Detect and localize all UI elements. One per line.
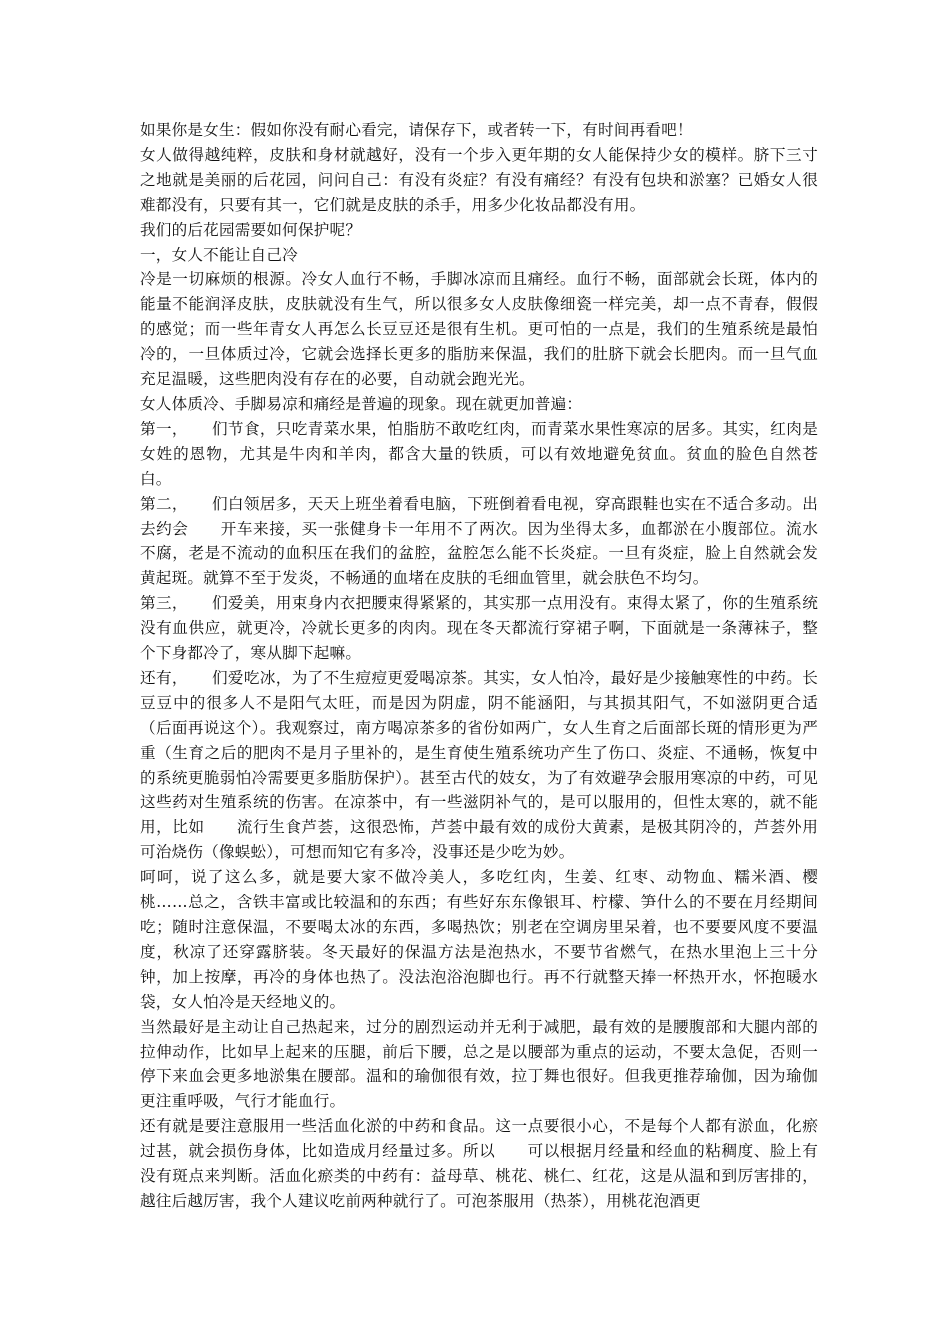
paragraph-also: 还有， 们爱吃冰，为了不生痘痘更爱喝凉茶。其实，女人怕冷，最好是少接触寒性的中药。长豆豆中的很多人不是阳气太旺，而是因为阴虚，阴不能涵阳，与其损其阳气，不如滋阴更合适（后面再说这个）。我观察过，南方喝凉茶多的省份如两广，女人生育之后面部长斑的情形更为严重（生育之后的肥肉不是月子里补的，是生育使生殖系统功产生了伤口、炎症、不通畅，恢复中的系统更脆弱怕冷需要更多脂肪保护）。甚至古代的妓女，为了有效避孕会服用寒凉的中药，可见这些药对生殖系统的伤害。在凉茶中，有一些滋阴补气的，是可以服用的，但性太寒的，就不能用，比如 流行生食芦荟，这很恐怖，芦荟中最有效的成份大黄素，是极其阴冷的，芦荟外用可治烧伤（像蜈蚣），可想而知它有多冷，没事还是少吃为妙。 <box>140 668 818 862</box>
paragraph-common: 女人体质冷、手脚易凉和痛经是普遍的现象。现在就更加普遍： <box>140 394 583 413</box>
intro-line: 如果你是女生：假如你没有耐心看完，请保存下，或者转一下，有时间再看吧！ <box>140 121 693 139</box>
document-body <box>140 118 818 1214</box>
paragraph-third: 第三， 们爱美，用束身内衣把腰束得紧紧的，其实那一点用没有。束得太紧了，你的生殖系统没有血供应，就更冷，冷就长更多的肉肉。现在冬天都流行穿裙子啊，下面就是一条薄袜子，整个下身都冷了，寒从脚下起嘛。 <box>140 594 818 663</box>
paragraph-summary: 呵呵，说了这么多，就是要大家不做冷美人，多吃红肉，生姜、红枣、动物血、糯米酒、樱桃……总之，含铁丰富或比较温和的东西；有些好东东像银耳、柠檬、笋什么的不要在月经期间吃；随时注意保温，不要喝太冰的东西，多喝热饮；别老在空调房里呆着，也不要要风度不要温度，秋凉了还穿露脐装。冬天最好的保温方法是泡热水，不要节省燃气，在热水里泡上三十分钟，加上按摩，再冷的身体也热了。没法泡浴泡脚也行。再不行就整天捧一杯热开水，怀抱暖水袋，女人怕冷是天经地义的。 <box>140 868 818 1011</box>
paragraph-first: 第一， 们节食，只吃青菜水果，怕脂肪不敢吃红肉，而青菜水果性寒凉的居多。其实，红肉是女姓的恩物，尤其是牛肉和羊肉，都含大量的铁质，可以有效地避免贫血。贫血的脸色自然苍白。 <box>140 419 818 488</box>
section-heading-1: 一，女人不能让自己冷 <box>140 245 298 264</box>
paragraph-overview: 女人做得越纯粹，皮肤和身材就越好，没有一个步入更年期的女人能保持少女的模样。脐下三寸之地就是美丽的后花园，问问自己：有没有炎症？有没有痛经？有没有包块和淤塞？已婚女人很难都没有，只要有其一，它们就是皮肤的杀手，用多少化妆品都没有用。 <box>140 145 818 214</box>
paragraph-second: 第二， 们白领居多，天天上班坐着看电脑，下班倒着看电视，穿高跟鞋也实在不适合多动。出去约会 开车来接，买一张健身卡一年用不了两次。因为坐得太多，血都淤在小腹部位。流水不腐，老是不流动的血积压在我们的盆腔，盆腔怎么能不长炎症。一旦有炎症，脸上自然就会发黄起斑。就算不至于发炎，不畅通的血堵在皮肤的毛细血管里，就会肤色不均匀。 <box>140 494 818 588</box>
question-line: 我们的后花园需要如何保护呢？ <box>140 220 362 239</box>
paragraph-cold: 冷是一切麻烦的根源。冷女人血行不畅，手脚冰凉而且痛经。血行不畅，面部就会长斑，体内的能量不能润泽皮肤，皮肤就没有生气，所以很多女人皮肤像细瓷一样完美，却一点不青春，假假的感觉；而一些年青女人再怎么长豆豆还是很有生机。更可怕的一点是，我们的生殖系统是最怕冷的，一旦体质过冷，它就会选择长更多的脂肪来保温，我们的肚脐下就会长肥肉。而一旦气血充足温暖，这些肥肉没有存在的必要，自动就会跑光光。 <box>140 270 818 389</box>
paragraph-exercise: 当然最好是主动让自己热起来，过分的剧烈运动并无利于减肥，最有效的是腰腹部和大腿内部的拉伸动作，比如早上起来的压腿，前后下腰，总之是以腰部为重点的运动，不要太急促，否则一停下来血会更多地淤集在腰部。温和的瑜伽很有效，拉丁舞也很好。但我更推荐瑜伽，因为瑜伽更注重呼吸，气行才能血行。 <box>140 1017 818 1111</box>
paragraph-herbs: 还有就是要注意服用一些活血化淤的中药和食品。这一点要很小心，不是每个人都有淤血，化瘀过甚，就会损伤身体，比如造成月经量过多。所以 可以根据月经量和经血的粘稠度、脸上有没有斑点来判断。活血化瘀类的中药有：益母草、桃花、桃仁、红花，这是从温和到厉害排的，越往后越厉害，我个人建议吃前两种就行了。可泡茶服用（热茶），用桃花泡酒更 <box>140 1117 818 1210</box>
